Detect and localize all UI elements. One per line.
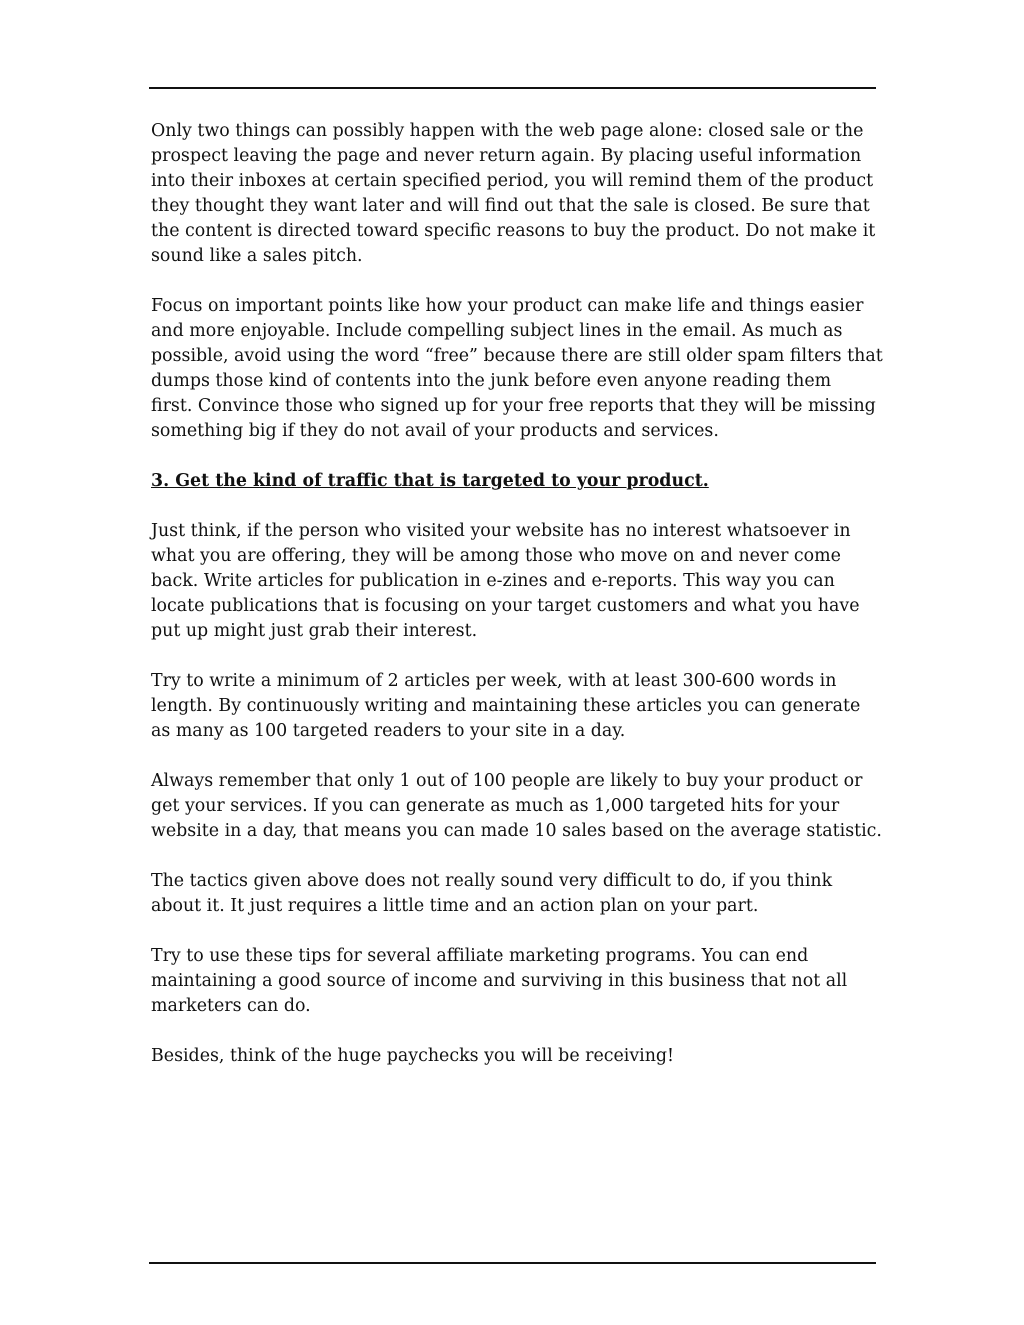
paragraph-line: about it. It just requires a little time and an action plan on your part.	[151, 896, 759, 916]
paragraph-line: as many as 100 targeted readers to your site in a day.	[151, 721, 626, 741]
body-paragraph-4	[151, 669, 879, 744]
paragraph-line: possible, avoid using the word “free” because there are still older spam filters that	[151, 346, 883, 366]
paragraph-line: Always remember that only 1 out of 100 people are likely to buy your product or	[151, 771, 863, 791]
paragraph-line: and more enjoyable. Include compelling subject lines in the email. As much as	[151, 321, 843, 341]
paragraph-line: dumps those kind of contents into the junk before even anyone reading them	[151, 371, 832, 391]
paragraph-line: first. Convince those who signed up for your free reports that they will be missing	[151, 396, 876, 416]
paragraph-line: length. By continuously writing and maintaining these articles you can generate	[151, 696, 861, 716]
paragraph-line: what you are offering, they will be among those who move on and never come	[151, 546, 841, 566]
paragraph-line: Besides, think of the huge paychecks you will be receiving!	[151, 1046, 675, 1066]
paragraph-line: back. Write articles for publication in e-zines and e-reports. This way you can	[151, 571, 835, 591]
paragraph-line: the content is directed toward specific reasons to buy the product. Do not make it	[151, 221, 876, 241]
paragraph-line: put up might just grab their interest.	[151, 621, 478, 641]
body-paragraph-8	[151, 1044, 879, 1069]
body-paragraph-3	[151, 519, 879, 644]
paragraph-line: prospect leaving the page and never return again. By placing useful information	[151, 146, 862, 166]
body-paragraph-6	[151, 869, 879, 919]
body-paragraph-2	[151, 294, 883, 444]
body-paragraph-7	[151, 944, 879, 1019]
paragraph-line: The tactics given above does not really sound very difficult to do, if you think	[151, 871, 833, 891]
section-heading: 3. Get the kind of traffic that is targeted to your product.	[151, 471, 709, 491]
paragraph-line: something big if they do not avail of your products and services.	[151, 421, 719, 441]
paragraph-line: website in a day, that means you can made 10 sales based on the average statistic.	[151, 821, 882, 841]
paragraph-line: they thought they want later and will find out that the sale is closed. Be sure that	[151, 196, 870, 216]
paragraph-line: Only two things can possibly happen with the web page alone: closed sale or the	[151, 121, 864, 141]
paragraph-line: locate publications that is focusing on your target customers and what you have	[151, 596, 860, 616]
paragraph-line: marketers can do.	[151, 996, 311, 1016]
paragraph-line: Try to write a minimum of 2 articles per week, with at least 300-600 words in	[151, 671, 837, 691]
paragraph-line: Try to use these tips for several affiliate marketing programs. You can end	[151, 946, 809, 966]
body-paragraph-5	[151, 769, 882, 844]
paragraph-line: into their inboxes at certain specified period, you will remind them of the product	[151, 171, 874, 191]
header-rule	[149, 87, 876, 89]
paragraph-line: Focus on important points like how your product can make life and things easier	[151, 296, 864, 316]
document-body	[151, 119, 883, 1094]
paragraph-line: sound like a sales pitch.	[151, 246, 363, 266]
body-paragraph-1	[151, 119, 879, 269]
paragraph-line: get your services. If you can generate as much as 1,000 targeted hits for your	[151, 796, 840, 816]
paragraph-line: Just think, if the person who visited your website has no interest whatsoever in	[151, 521, 851, 541]
paragraph-line: maintaining a good source of income and surviving in this business that not all	[151, 971, 848, 991]
footer-rule	[149, 1262, 876, 1264]
